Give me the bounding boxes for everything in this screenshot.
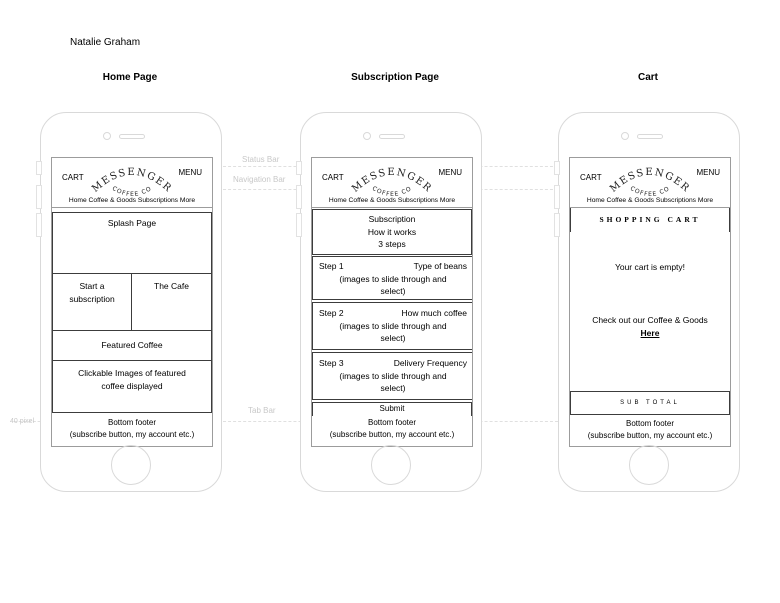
submit-button[interactable]: Submit bbox=[312, 402, 472, 416]
cart-header bbox=[570, 158, 730, 196]
messenger-logo bbox=[88, 157, 176, 198]
phone-volume-down bbox=[296, 213, 302, 237]
menu-link[interactable]: MENU bbox=[178, 168, 202, 177]
phone-side-button bbox=[36, 161, 42, 175]
tab-bar-label: Tab Bar bbox=[248, 406, 276, 415]
home-button[interactable] bbox=[629, 445, 669, 485]
svg-text:COFFEE CO: COFFEE CO bbox=[628, 185, 672, 198]
here-link[interactable]: Here bbox=[640, 328, 660, 338]
subscription-page-title: Subscription Page bbox=[351, 72, 439, 83]
svg-text:COFFEE CO: COFFEE CO bbox=[370, 185, 414, 198]
subscription-phone-frame bbox=[300, 112, 482, 492]
start-subscription-tile[interactable]: Start a subscription bbox=[52, 273, 132, 331]
camera-icon bbox=[363, 132, 371, 140]
navigation-bar-label: Navigation Bar bbox=[233, 175, 286, 184]
phone-volume-up bbox=[296, 185, 302, 209]
step-3-section[interactable]: Step 3 Delivery Frequency (images to slide through and select) bbox=[312, 352, 473, 400]
subscription-header bbox=[312, 158, 472, 196]
featured-coffee-section: Featured Coffee bbox=[52, 330, 212, 361]
sub-total-bar: SUB TOTAL bbox=[570, 391, 730, 415]
phone-side-button bbox=[296, 161, 302, 175]
phone-volume-down bbox=[36, 213, 42, 237]
splash-page-section[interactable]: Splash Page bbox=[52, 212, 212, 274]
speaker-icon bbox=[379, 134, 405, 139]
cart-link[interactable]: CART bbox=[62, 173, 84, 182]
step-1-section[interactable]: Step 1 Type of beans (images to slide through and select) bbox=[312, 256, 473, 300]
bottom-footer: Bottom footer (subscribe button, my account etc.) bbox=[329, 418, 455, 439]
cart-link[interactable]: CART bbox=[580, 173, 602, 182]
home-page-title: Home Page bbox=[102, 72, 158, 83]
menu-link[interactable]: MENU bbox=[438, 168, 462, 177]
cart-link[interactable]: CART bbox=[322, 173, 344, 182]
pixel-40-label: 40 pixel bbox=[10, 418, 35, 425]
shopping-cart-heading: SHOPPING CART bbox=[570, 208, 730, 232]
home-header bbox=[52, 158, 212, 196]
home-button[interactable] bbox=[111, 445, 151, 485]
bottom-footer: Bottom footer (subscribe button, my account etc.) bbox=[587, 419, 713, 440]
subscription-intro: Subscription How it works 3 steps bbox=[312, 209, 472, 255]
svg-text:MESSENGER: MESSENGER bbox=[90, 166, 174, 195]
cart-phone-frame bbox=[558, 112, 740, 492]
the-cafe-tile[interactable]: The Cafe bbox=[131, 273, 212, 331]
speaker-icon bbox=[637, 134, 663, 139]
phone-volume-down bbox=[554, 213, 560, 237]
home-screen bbox=[51, 157, 213, 447]
home-phone-frame bbox=[40, 112, 222, 492]
camera-icon bbox=[103, 132, 111, 140]
status-bar-label: Status Bar bbox=[242, 155, 280, 164]
messenger-logo bbox=[348, 157, 436, 198]
svg-text:MESSENGER: MESSENGER bbox=[350, 166, 434, 195]
step-2-section[interactable]: Step 2 How much coffee (images to slide through and select) bbox=[312, 302, 473, 350]
home-button[interactable] bbox=[371, 445, 411, 485]
nav-bar[interactable]: Home Coffee & Goods Subscriptions More bbox=[52, 194, 212, 208]
checkout-message: Check out our Coffee & Goods bbox=[592, 315, 708, 325]
phone-volume-up bbox=[554, 185, 560, 209]
svg-text:MESSENGER: MESSENGER bbox=[608, 166, 692, 195]
author-name: Natalie Graham bbox=[70, 37, 141, 48]
camera-icon bbox=[621, 132, 629, 140]
nav-bar[interactable]: Home Coffee & Goods Subscriptions More bbox=[312, 194, 472, 208]
cart-screen bbox=[569, 157, 731, 447]
speaker-icon bbox=[119, 134, 145, 139]
messenger-logo bbox=[606, 157, 694, 198]
bottom-footer: Bottom footer (subscribe button, my account etc.) bbox=[69, 418, 195, 439]
empty-cart-message: Your cart is empty! bbox=[614, 262, 686, 272]
menu-link[interactable]: MENU bbox=[696, 168, 720, 177]
featured-coffee-images[interactable]: Clickable Images of featured coffee displayed bbox=[52, 360, 212, 413]
nav-bar[interactable]: Home Coffee & Goods Subscriptions More bbox=[570, 194, 730, 208]
subscription-screen bbox=[311, 157, 473, 447]
svg-text:COFFEE CO: COFFEE CO bbox=[110, 185, 154, 198]
phone-volume-up bbox=[36, 185, 42, 209]
phone-side-button bbox=[554, 161, 560, 175]
cart-page-title: Cart bbox=[637, 72, 658, 83]
here-link-wrap bbox=[570, 328, 730, 338]
